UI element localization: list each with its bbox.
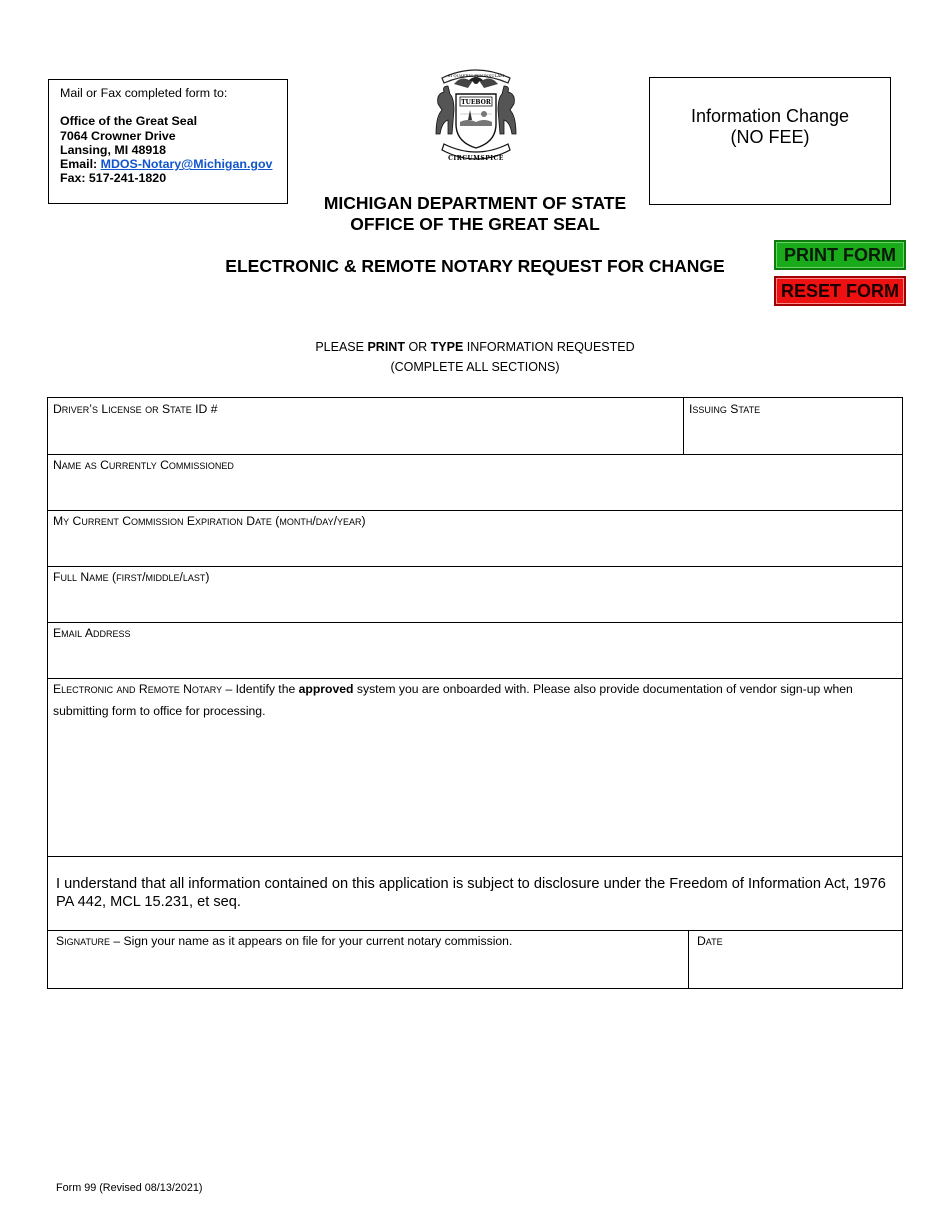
foia-text: I understand that all information contained on this application is subject to disclosure under the Freedom of Information Act, 1976 PA 442, MCL 15.231, et seq. [56,876,886,910]
seal-bottom-text: CIRCUMSPICE [448,155,504,162]
email-label: Email: [60,157,98,172]
seal-motto: TUEBOR [461,99,491,106]
issuing-state-field[interactable] [684,398,902,454]
expiration-date-field[interactable] [48,510,902,567]
expiration-date-label: My Current Commission Expiration Date (month/day/year) [53,514,366,528]
office-name: Office of the Great Seal [60,114,198,129]
mail-intro: Mail or Fax completed form to: [60,86,228,100]
instructions [250,337,700,377]
info-change-title: Information Change [690,106,850,126]
signature-label: Signature – Sign your name as it appears on file for your current notary commission. [56,934,513,948]
email-field[interactable] [48,622,902,679]
signature-field[interactable] [48,930,689,988]
department-heading [250,193,700,235]
license-label: Driver’s License or State ID # [53,402,218,416]
date-field[interactable] [689,930,902,988]
seal-top-text: SI QUAERIS PENINSULAM [447,73,505,78]
email-label: Email Address [53,626,131,640]
michigan-seal-logo [428,64,524,170]
license-field[interactable] [48,398,684,454]
remote-notary-label: Electronic and Remote Notary – Identify the approved system you are onboarded with. Please also provide documentation of vendor sign-up when submitting form to office for processing. [53,682,853,718]
issuing-state-label: Issuing State [689,402,761,416]
name-current-label: Name as Currently Commissioned [53,458,234,472]
fee-note: (NO FEE) [730,127,810,147]
instructions-line-1: PLEASE PRINT OR TYPE INFORMATION REQUESTED [315,340,635,354]
signature-row [48,930,902,988]
full-name-label: Full Name (first/middle/last) [53,570,210,584]
street-address: 7064 Crowner Drive [60,128,176,143]
form-number: Form 99 (Revised 08/13/2021) [56,1182,203,1194]
reset-form-button[interactable]: RESET FORM [774,276,906,306]
instructions-line-2: (COMPLETE ALL SECTIONS) [390,360,560,374]
mailing-info-box [48,79,288,204]
email-link[interactable]: MDOS-Notary@Michigan.gov [100,157,273,172]
date-label: Date [697,934,723,948]
email-line [60,157,287,171]
request-form-table [47,397,903,989]
foia-notice [48,856,902,931]
fax-number: Fax: 517-241-1820 [60,171,167,186]
info-change-box [649,77,891,205]
city-address: Lansing, MI 48918 [60,142,167,157]
print-form-button[interactable]: PRINT FORM [774,240,906,270]
full-name-field[interactable] [48,566,902,623]
form-title: ELECTRONIC & REMOTE NOTARY REQUEST FOR CHANGE [225,256,725,276]
office-heading: OFFICE OF THE GREAT SEAL [350,214,600,234]
department-name: MICHIGAN DEPARTMENT OF STATE [323,193,627,213]
license-row [48,398,902,455]
name-current-field[interactable] [48,454,902,511]
remote-notary-system-field[interactable] [48,678,902,857]
